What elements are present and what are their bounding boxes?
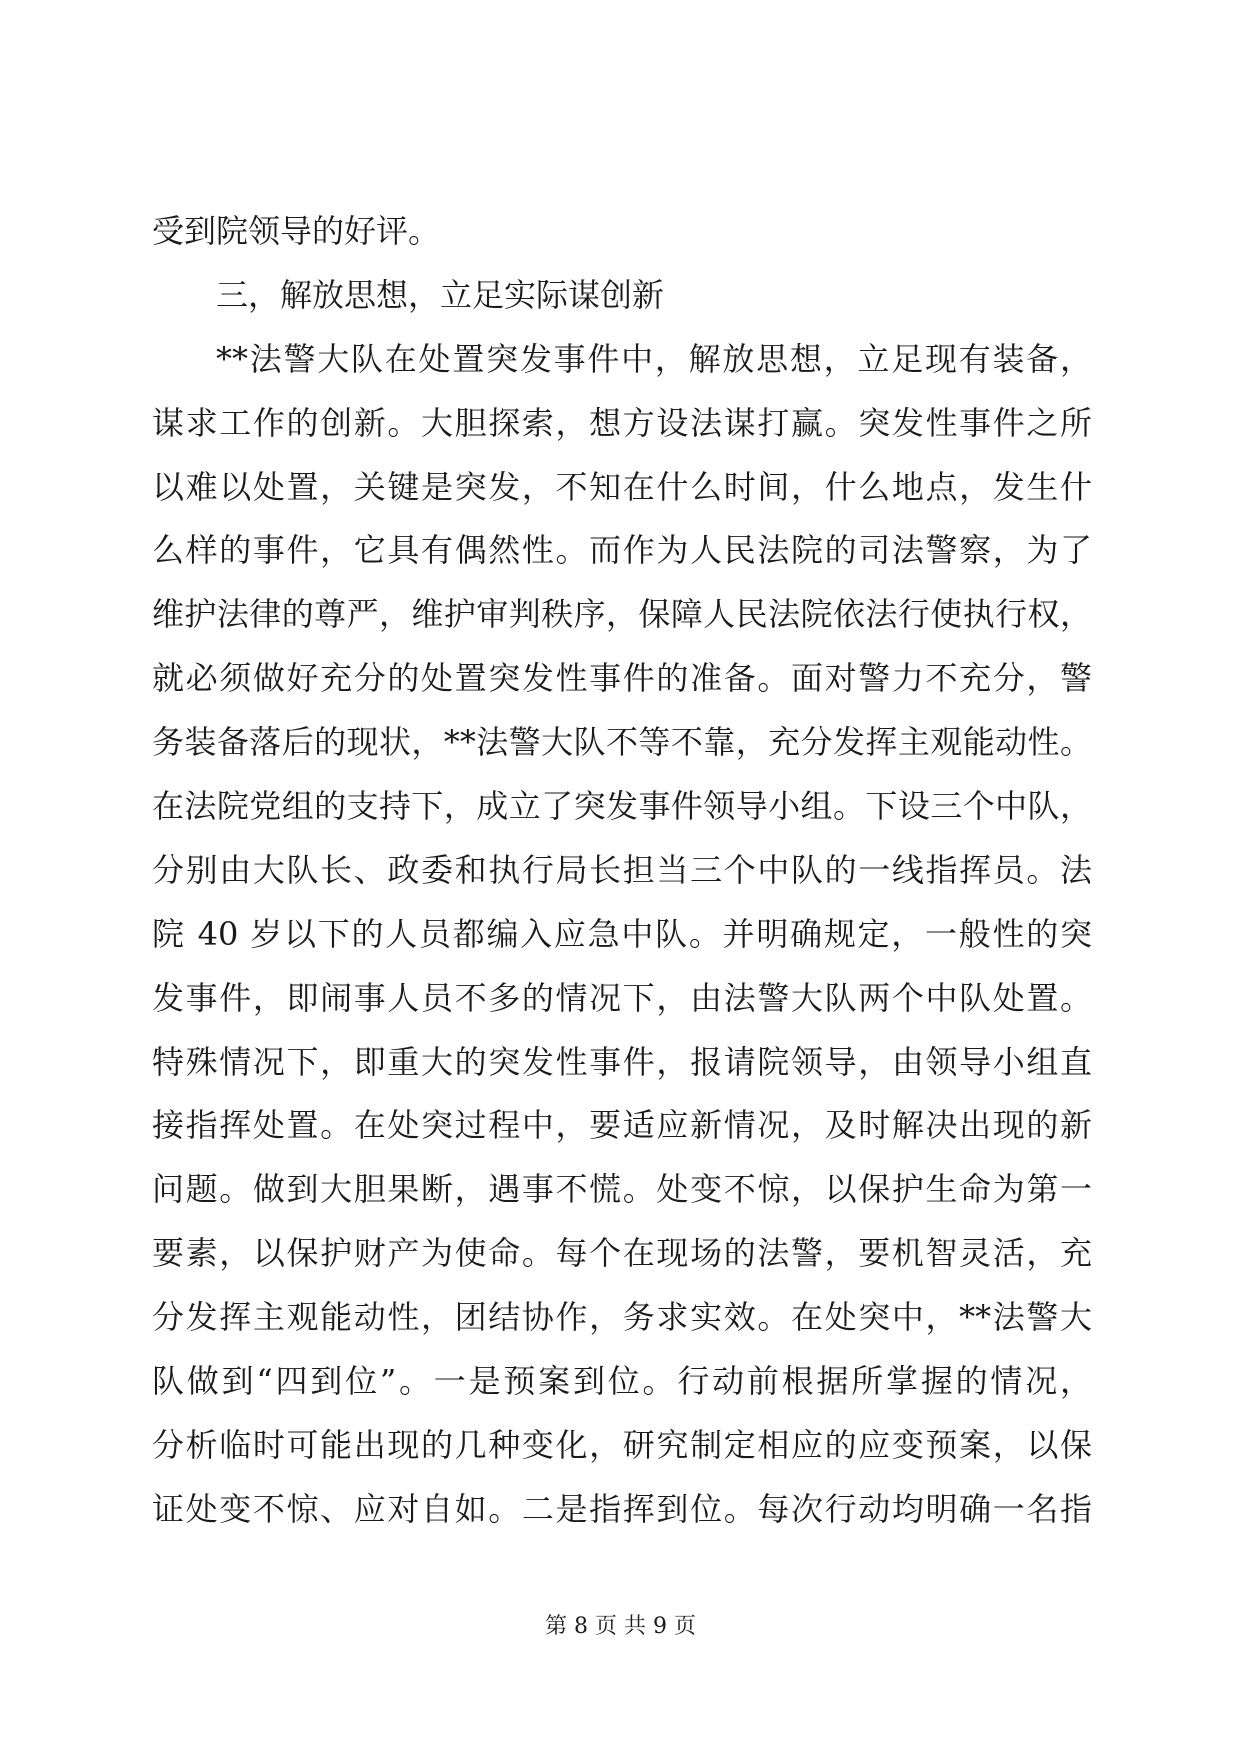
text-line: 接指挥处置。在处突过程中，要适应新情况，及时解决出现的新 <box>152 1106 1092 1145</box>
text-line: 发事件，即闹事人员不多的情况下，由法警大队两个中队处置。 <box>152 978 1092 1017</box>
text-line: 证处变不惊、应对自如。二是指挥到位。每次行动均明确一名指 <box>152 1489 1092 1528</box>
text-line: 维护法律的尊严，维护审判秩序，保障人民法院依法行使执行权， <box>152 595 1092 634</box>
page-number-footer: 第 8 页 共 9 页 <box>545 1614 696 1639</box>
text-line: 院 40 岁以下的人员都编入应急中队。并明确规定，一般性的突 <box>152 914 1092 953</box>
text-line: 在法院党组的支持下，成立了突发事件领导小组。下设三个中队， <box>152 787 1092 826</box>
document-body <box>152 200 1092 1542</box>
text-line: 要素，以保护财产为使命。每个在现场的法警，要机智灵活，充 <box>152 1234 1092 1273</box>
text-line: 特殊情况下，即重大的突发性事件，报请院领导，由领导小组直 <box>152 1042 1092 1081</box>
text-line: 分别由大队长、政委和执行局长担当三个中队的一线指挥员。法 <box>152 850 1092 889</box>
text-line: **法警大队在处置突发事件中，解放思想，立足现有装备， <box>216 339 1092 378</box>
text-line: 分发挥主观能动性，团结协作，务求实效。在处突中，**法警大 <box>152 1298 1092 1337</box>
text-line: 分析临时可能出现的几种变化，研究制定相应的应变预案，以保 <box>152 1425 1092 1464</box>
section-heading: 三，解放思想，立足实际谋创新 <box>216 275 665 314</box>
text-line: 务装备落后的现状，**法警大队不等不靠，充分发挥主观能动性。 <box>152 723 1092 762</box>
text-line: 问题。做到大胆果断，遇事不慌。处变不惊，以保护生命为第一 <box>152 1170 1092 1209</box>
text-line: 么样的事件，它具有偶然性。而作为人民法院的司法警察，为了 <box>152 531 1092 570</box>
text-line: 就必须做好充分的处置突发性事件的准备。面对警力不充分，警 <box>152 659 1092 698</box>
text-line: 队做到“四到位”。一是预案到位。行动前根据所掌握的情况， <box>152 1362 1092 1401</box>
text-line: 谋求工作的创新。大胆探索，想方设法谋打赢。突发性事件之所 <box>152 403 1092 442</box>
text-line: 以难以处置，关键是突发，不知在什么时间，什么地点，发生什 <box>152 467 1092 506</box>
text-line: 受到院领导的好评。 <box>152 212 441 250</box>
